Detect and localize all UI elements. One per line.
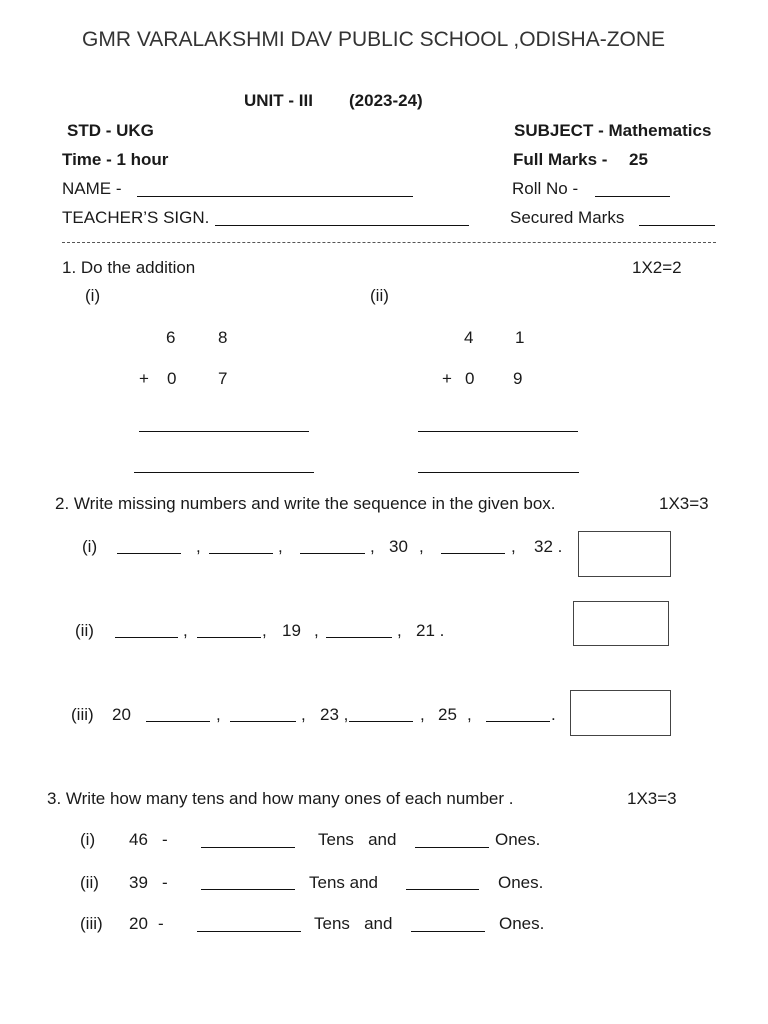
roll-no-blank[interactable]: [595, 196, 670, 197]
comma: ,: [262, 621, 267, 640]
q2-row3-answer-box[interactable]: [570, 690, 671, 736]
subject-label: SUBJECT - Mathematics: [514, 121, 712, 140]
comma: ,: [397, 621, 402, 640]
name-blank[interactable]: [137, 196, 413, 197]
q3-row3-ones-text: Ones.: [499, 914, 545, 933]
q2-row1-answer-box[interactable]: [578, 531, 671, 577]
teacher-sign-blank[interactable]: [215, 225, 469, 226]
secured-marks-label: Secured Marks: [510, 208, 625, 227]
q3-row2-tens-text: Tens and: [309, 873, 378, 892]
comma: ,: [314, 621, 319, 640]
q2-row3-blank-4[interactable]: [486, 721, 550, 722]
comma: ,: [370, 537, 375, 556]
q1-part1-label: (i): [85, 286, 101, 305]
comma: ,: [419, 537, 424, 556]
name-label: NAME -: [62, 179, 122, 198]
q2-row1-blank-4[interactable]: [441, 553, 505, 554]
q1-part1-sum-line: [139, 431, 309, 432]
q3-row2-ones-blank[interactable]: [406, 889, 479, 890]
comma: ,: [216, 705, 221, 724]
q1-part1-top-tens: 6: [166, 328, 176, 347]
q1-part1-bottom-ones: 7: [218, 369, 228, 388]
q2-row1-label: (i): [82, 537, 98, 556]
q1-part1-answer-line[interactable]: [134, 472, 314, 473]
comma: ,: [278, 537, 283, 556]
comma: ,: [511, 537, 516, 556]
q1-part2-sum-line: [418, 431, 578, 432]
q2-row3-given-1: 20: [112, 705, 131, 724]
q3-title: 3. Write how many tens and how many ones of each number .: [47, 789, 514, 808]
q3-row3-number: 20: [129, 914, 148, 933]
q2-row2-blank-2[interactable]: [197, 637, 261, 638]
q1-part1-top-ones: 8: [218, 328, 228, 347]
unit-label: UNIT - III: [244, 91, 313, 110]
q3-row2-ones-text: Ones.: [498, 873, 544, 892]
q1-part2-top-ones: 1: [515, 328, 525, 347]
period: .: [551, 705, 556, 724]
q1-marks: 1X2=2: [632, 258, 682, 277]
q3-row3-tens-text: Tens and: [314, 914, 393, 933]
q1-part2-label: (ii): [370, 286, 389, 305]
q2-marks: 1X3=3: [659, 494, 709, 513]
comma: ,: [420, 705, 425, 724]
q3-row1-tens-blank[interactable]: [201, 847, 295, 848]
q2-row1-blank-1[interactable]: [117, 553, 181, 554]
q2-row2-label: (ii): [75, 621, 94, 640]
comma: ,: [183, 621, 188, 640]
q2-title: 2. Write missing numbers and write the sequence in the given box.: [55, 494, 556, 513]
q2-row3-label: (iii): [71, 705, 94, 724]
full-marks-label: Full Marks -: [513, 150, 608, 169]
q2-row3-blank-3[interactable]: [349, 721, 413, 722]
q1-part2-top-tens: 4: [464, 328, 474, 347]
q2-row1-given-1: 30: [389, 537, 408, 556]
secured-marks-blank[interactable]: [639, 225, 715, 226]
full-marks-value: 25: [629, 150, 648, 169]
q1-title: 1. Do the addition: [62, 258, 196, 277]
q2-row3-blank-1[interactable]: [146, 721, 210, 722]
comma: ,: [301, 705, 306, 724]
q2-row2-given-2: 21 .: [416, 621, 445, 640]
q3-row3-label: (iii): [80, 914, 103, 933]
q2-row1-blank-3[interactable]: [300, 553, 365, 554]
q3-row2-label: (ii): [80, 873, 99, 892]
session-year: (2023-24): [349, 91, 423, 110]
roll-no-label: Roll No -: [512, 179, 579, 198]
q2-row1-given-2: 32 .: [534, 537, 563, 556]
q1-part2-bottom-ones: 9: [513, 369, 523, 388]
q2-row1-blank-2[interactable]: [209, 553, 273, 554]
q3-row1-label: (i): [80, 830, 96, 849]
q3-row1-dash: -: [162, 830, 168, 849]
std-label: STD - UKG: [67, 121, 154, 140]
teacher-sign-label: TEACHER’S SIGN.: [62, 208, 210, 227]
header-divider: [62, 242, 716, 243]
q2-row3-given-3: 25: [438, 705, 457, 724]
q1-part1-bottom-tens: 0: [167, 369, 177, 388]
q2-row2-blank-1[interactable]: [115, 637, 178, 638]
q1-part1-plus: +: [139, 369, 149, 388]
q2-row2-blank-3[interactable]: [326, 637, 392, 638]
time-label: Time - 1 hour: [62, 150, 169, 169]
q1-part2-bottom-tens: 0: [465, 369, 475, 388]
q2-row3-blank-2[interactable]: [230, 721, 296, 722]
q3-row2-number: 39: [129, 873, 148, 892]
q1-part2-plus: +: [442, 369, 452, 388]
q3-marks: 1X3=3: [627, 789, 677, 808]
q2-row3-given-2: 23 ,: [320, 705, 349, 724]
q3-row3-dash: -: [158, 914, 164, 933]
q3-row3-ones-blank[interactable]: [411, 931, 485, 932]
q1-part2-answer-line[interactable]: [418, 472, 579, 473]
q3-row1-number: 46: [129, 830, 148, 849]
school-name: GMR VARALAKSHMI DAV PUBLIC SCHOOL ,ODISHA-ZONE: [82, 28, 666, 51]
comma: ,: [196, 537, 201, 556]
q3-row2-dash: -: [162, 873, 168, 892]
comma: ,: [467, 705, 472, 724]
q2-row2-answer-box[interactable]: [573, 601, 669, 646]
q3-row1-ones-text: Ones.: [495, 830, 541, 849]
q3-row1-ones-blank[interactable]: [415, 847, 489, 848]
q2-row2-given-1: 19: [282, 621, 301, 640]
q3-row2-tens-blank[interactable]: [201, 889, 295, 890]
q3-row1-tens-text: Tens and: [318, 830, 397, 849]
q3-row3-tens-blank[interactable]: [197, 931, 301, 932]
